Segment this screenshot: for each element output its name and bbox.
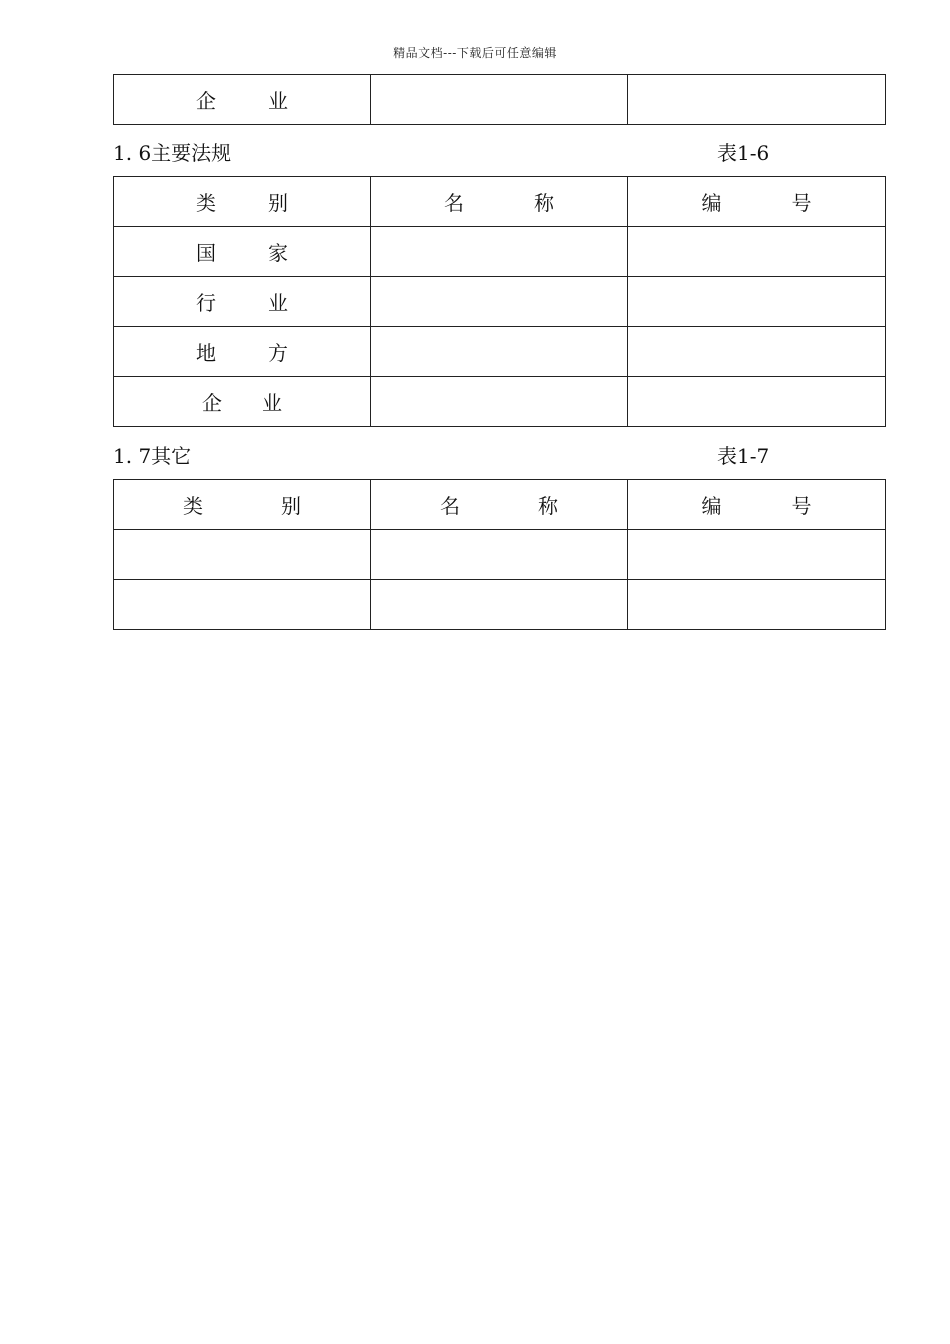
number-cell [628,75,886,125]
section-title-1-7: 1. 7其它 [113,444,192,468]
table-header-row [114,177,886,227]
header-category: 类 别 [114,480,371,530]
header-name: 名 称 [371,177,628,227]
table-row [114,227,886,277]
page-header: 精品文档---下载后可任意编辑 [393,46,557,60]
header-number: 编 号 [628,177,886,227]
table-row [114,580,886,630]
name-cell [371,530,628,580]
header-name: 名 称 [371,480,628,530]
number-cell [628,277,886,327]
header-category: 类 别 [114,177,371,227]
section-title-1-6: 1. 6主要法规 [113,141,232,165]
category-cell [114,530,371,580]
table-header-row [114,480,886,530]
table-row [114,530,886,580]
name-cell [371,377,628,427]
number-cell [628,227,886,277]
category-cell: 国 家 [114,227,371,277]
table-label-1-7: 表1-7 [717,444,770,468]
number-cell [628,530,886,580]
name-cell [371,75,628,125]
continued-table [113,74,886,125]
category-cell: 行 业 [114,277,371,327]
number-cell [628,580,886,630]
name-cell [371,327,628,377]
category-cell: 地 方 [114,327,371,377]
table-row [114,377,886,427]
regulations-table [113,176,886,427]
category-cell: 企 业 [114,75,371,125]
name-cell [371,580,628,630]
category-cell: 企 业 [114,377,371,427]
table-label-1-6: 表1-6 [717,141,770,165]
number-cell [628,327,886,377]
table-row [114,277,886,327]
table-row [114,75,886,125]
number-cell [628,377,886,427]
name-cell [371,277,628,327]
header-number: 编 号 [628,480,886,530]
category-cell [114,580,371,630]
name-cell [371,227,628,277]
other-table [113,479,886,630]
table-row [114,327,886,377]
